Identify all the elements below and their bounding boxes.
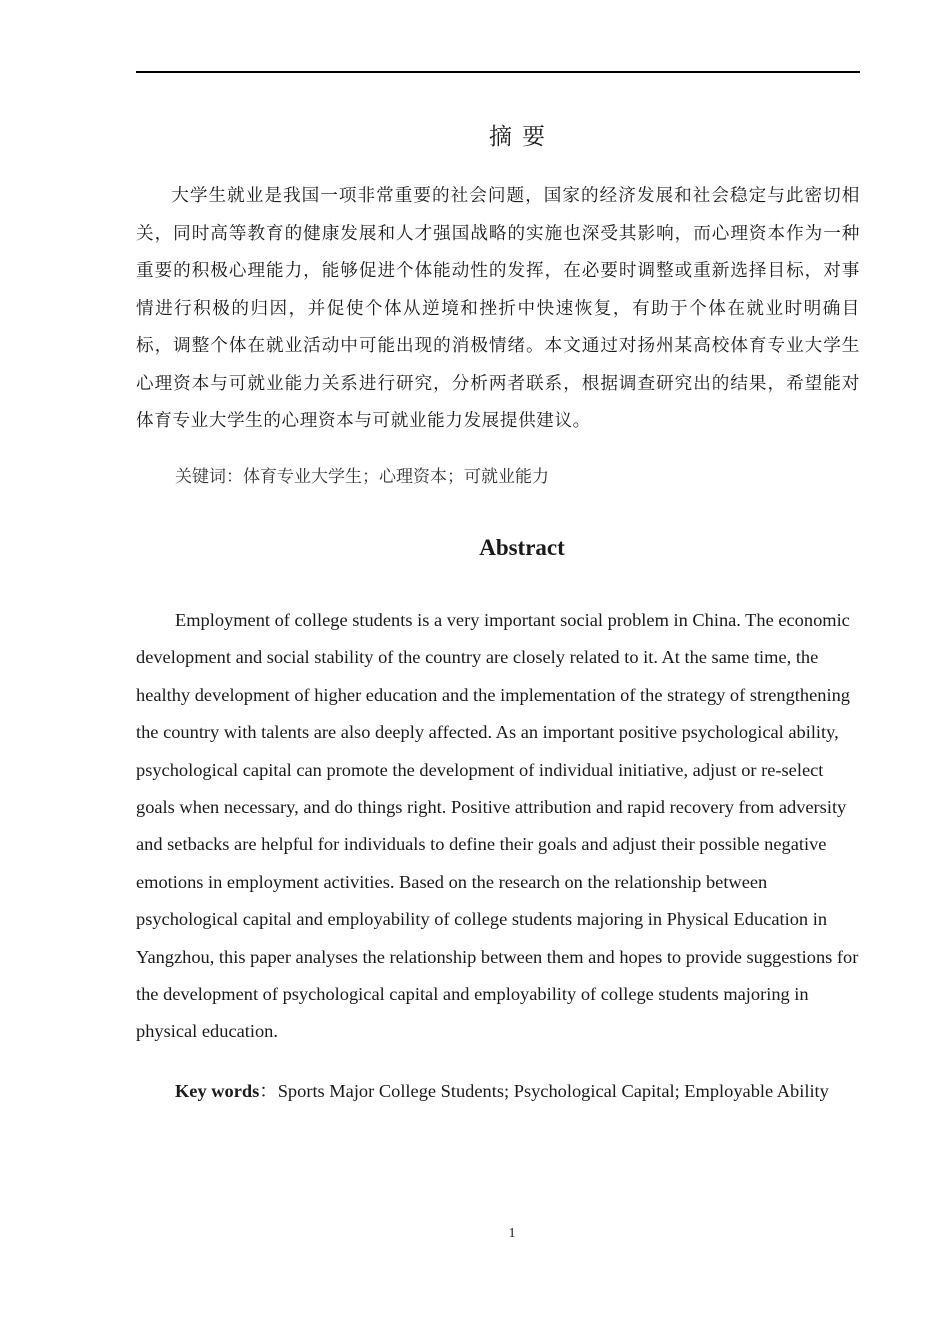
chinese-keywords: 关键词：体育专业大学生；心理资本；可就业能力 — [175, 467, 549, 487]
english-keywords-label: Key words — [175, 1081, 260, 1101]
english-abstract-title: Abstract — [479, 535, 565, 560]
english-keywords — [175, 1076, 875, 1106]
chinese-abstract-title: 摘要 — [489, 124, 555, 150]
chinese-abstract-body: 大学生就业是我国一项非常重要的社会问题，国家的经济发展和社会稳定与此密切相关，同时高等教育的健康发展和人才强国战略的实施也深受其影响，而心理资本作为一种重要的积极心理能力，能够促进个体能动性的发挥，在必要时调整或重新选择目标，对事情进行积极的归因，并促使个体从逆境和挫折中快速恢复，有助于个体在就业时明确目标，调整个体在就业活动中可能出现的消极情绪。本文通过对扬州某高校体育专业大学生心理资本与可就业能力关系进行研究，分析两者联系，根据调查研究出的结果，希望能对体育专业大学生的心理资本与可就业能力发展提供建议。 — [136, 186, 860, 431]
page-number: 1 — [508, 1226, 516, 1241]
english-abstract-body: Employment of college students is a very important social problem in China. The economic development and social stability of the country are closely related to it. At the same time, the healthy development of higher education and the implementation of the strategy of strengthening the country with talents are also deeply affected. As an important positive psychological ability, psychological capital can promote the development of individual initiative, adjust or re-select goals when necessary, and do things right. Positive attribution and rapid recovery from adversity and setbacks are helpful for individuals to define their goals and adjust their possible negative emotions in employment activities. Based on the research on the relationship between psychological capital and employability of college students majoring in Physical Education in Yangzhou, this paper analyses the relationship between them and hopes to provide suggestions for the development of psychological capital and employability of college students majoring in physical education. — [136, 610, 859, 1042]
english-keywords-text: Sports Major College Students; Psychological Capital; Employable Ability — [277, 1081, 829, 1101]
english-keywords-separator: ： — [259, 1081, 278, 1101]
header-rule — [136, 71, 860, 73]
